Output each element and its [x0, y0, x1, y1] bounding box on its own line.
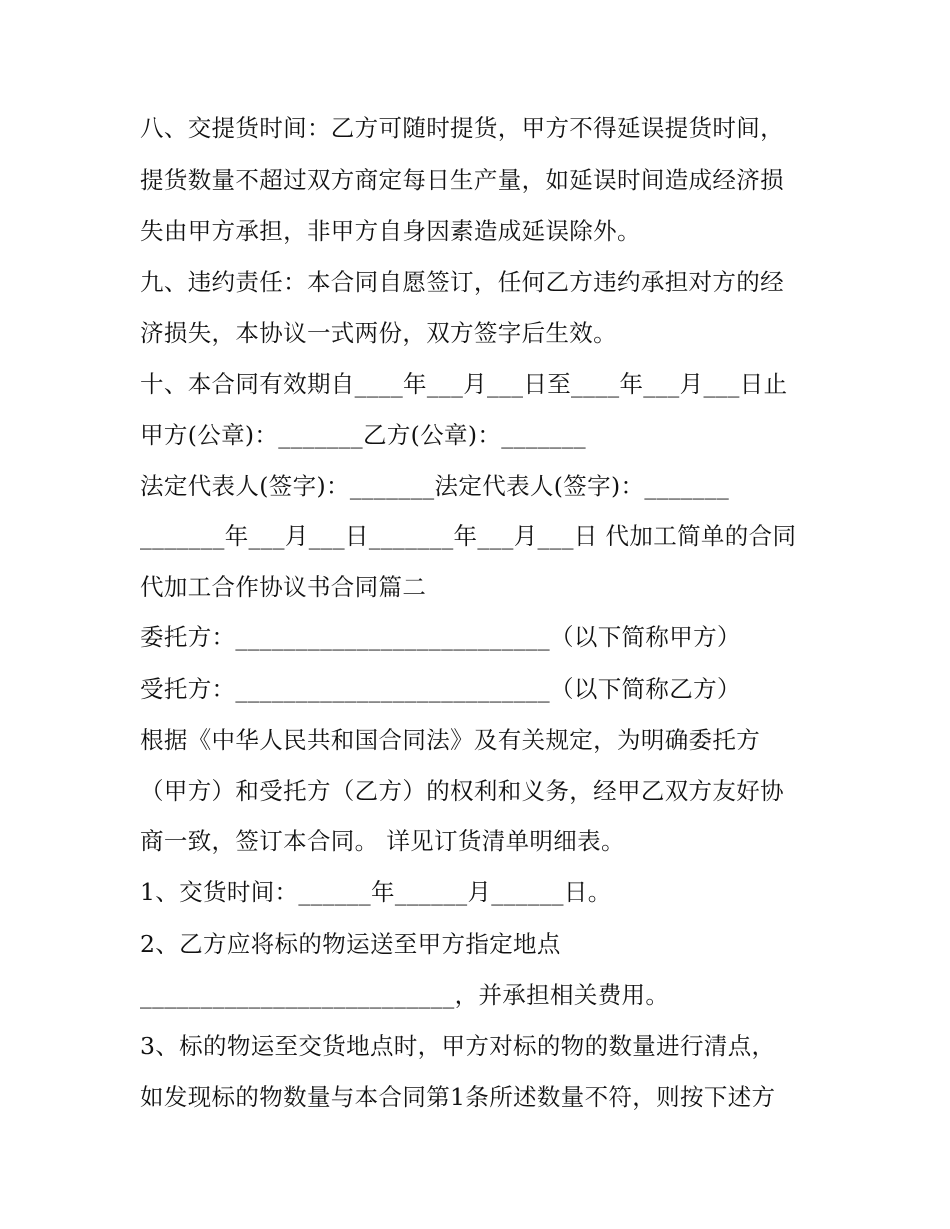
text-line: 根据《中华人民共和国合同法》及有关规定，为明确委托方 — [140, 726, 761, 754]
text-line: 2、乙方应将标的物运送至甲方指定地点 — [140, 930, 561, 958]
section-title: 代加工合作协议书合同篇二 — [140, 573, 427, 601]
text-line: 提货数量不超过双方商定每日生产量，如延误时间造成经济损 — [140, 166, 784, 194]
text-line: 1、交货时间：______年______月______日。 — [140, 878, 612, 906]
text-line: 3、标的物运至交货地点时，甲方对标的物的数量进行清点， — [140, 1032, 776, 1060]
text-line: 济损失，本协议一式两份，双方签字后生效。 — [140, 319, 617, 347]
text-line: 如发现标的物数量与本合同第1条所述数量不符，则按下述方 — [140, 1083, 776, 1111]
text-line: 委托方：__________________________（以下简称甲方） — [140, 623, 741, 651]
text-line: 八、交提货时间：乙方可随时提货，甲方不得延误提货时间， — [140, 114, 784, 142]
text-line: 失由甲方承担，非甲方自身因素造成延误除外。 — [140, 217, 641, 245]
text-line: _______年___月___日_______年___月___日 代加工简单的合同 — [140, 522, 797, 550]
text-line: 十、本合同有效期自____年___月___日至____年___月___日止 — [140, 370, 788, 398]
text-line: 九、违约责任：本合同自愿签订，任何乙方违约承担对方的经 — [140, 268, 784, 296]
text-line: 受托方：__________________________（以下简称乙方） — [140, 675, 741, 703]
text-line: （甲方）和受托方（乙方）的权利和义务，经甲乙双方友好协 — [140, 777, 784, 805]
text-line: __________________________，并承担相关费用。 — [140, 981, 670, 1009]
text-line: 甲方(公章)：_______乙方(公章)：_______ — [140, 421, 586, 449]
text-line: 商一致，签订本合同。 详见订货清单明细表。 — [140, 827, 625, 855]
text-line: 法定代表人(签字)：_______法定代表人(签字)：_______ — [140, 472, 730, 500]
